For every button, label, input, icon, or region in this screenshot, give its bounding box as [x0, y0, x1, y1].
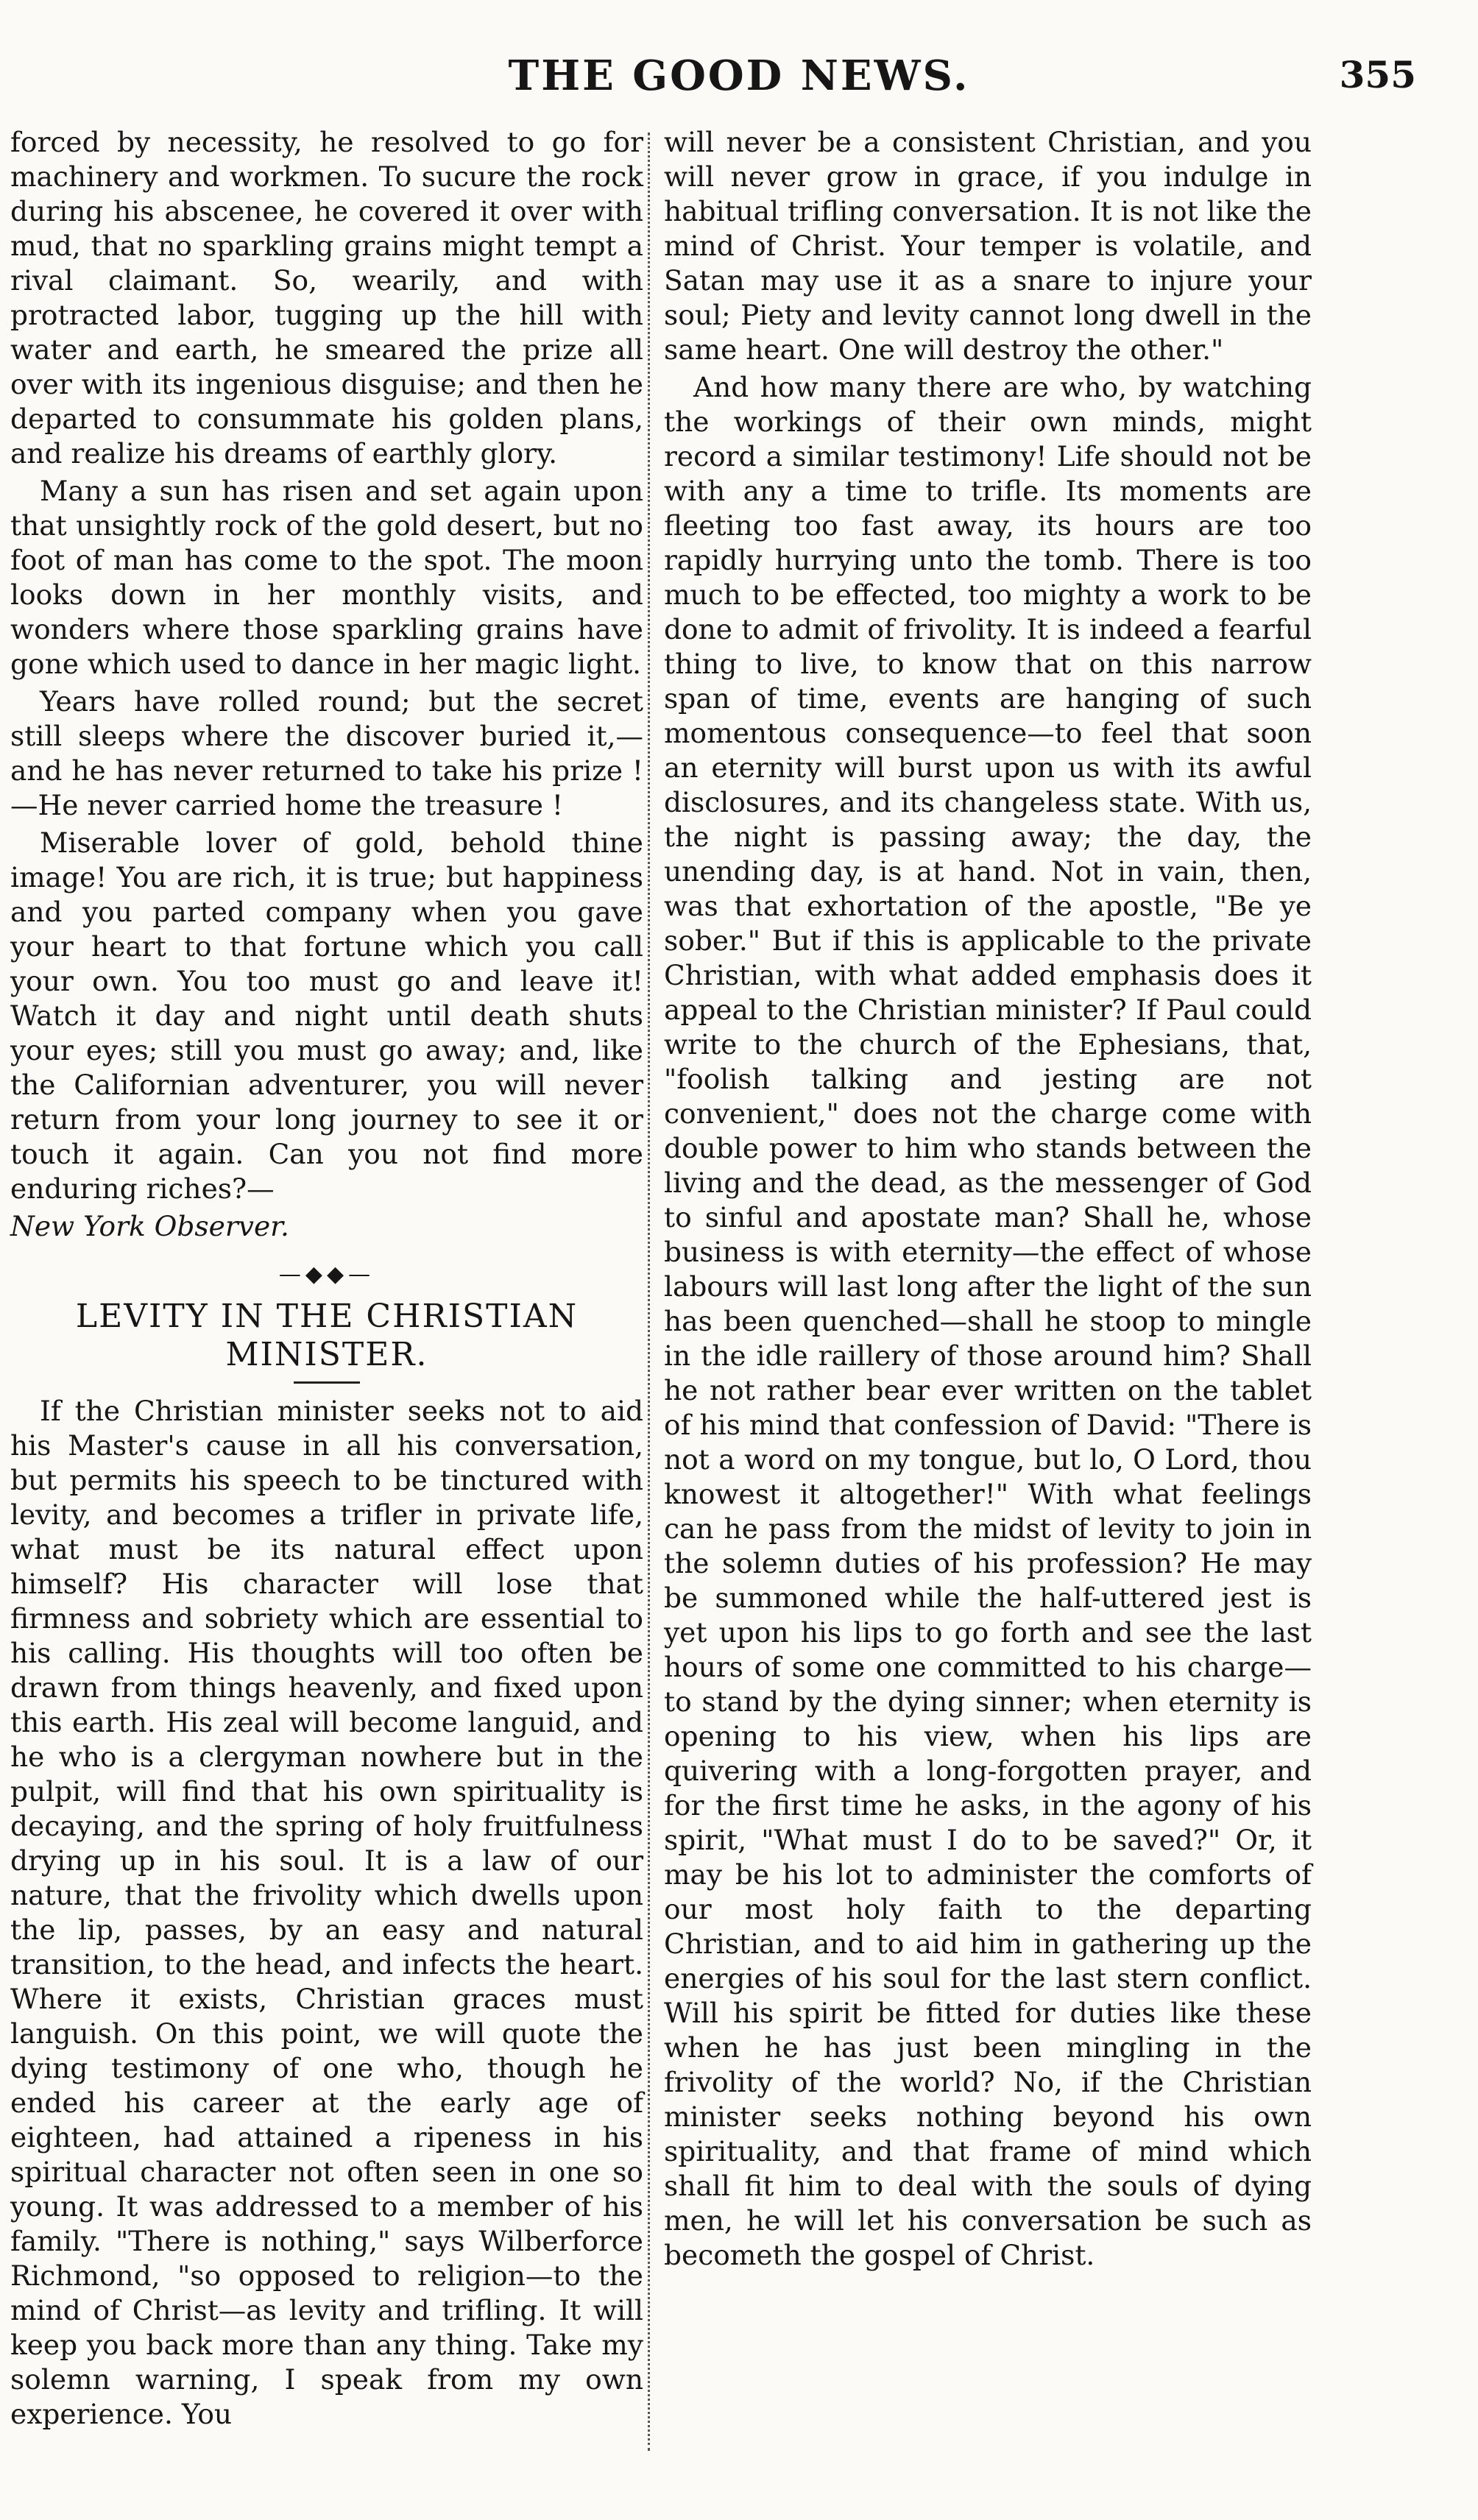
article-paragraph: will never be a consistent Christian, and you will never grow in grace, if you indulge in habitual trifling conversation. It is not like the mind of Christ. Your temper is volatile, and Satan may use it as a snare to injure your soul; Piety and levity cannot long dwell in the same heart. One will destroy the other." [664, 126, 1312, 366]
source-credit: New York Observer. [10, 1210, 289, 1242]
article-paragraph: And how many there are who, by watching the workings of their own minds, might record a similar testimony! Life should not be with any a time to trifle. Its moments are fleeting too fast away, its hours are too rapidly hurrying unto the tomb. There is too much to be effected, too mighty a work to be done to admit of frivolity. It is indeed a fearful thing to live, to know that on this narrow span of time, events are hanging of such momentous consequence—to feel that soon an eternity will burst upon us with its awful disclosures, and its changeless state. With us, the night is passing away; the day, the unending day, is at hand. Not in vain, then, was that exhortation of the apostle, "Be ye sober." But if this is applicable to the private Christian, with what added emphasis does it appeal to the Christian minister? If Paul could write to the church of the Ephesians, that, "foolish talking and jesting are not convenient," does not the charge come with double power to him who stands between the living and the dead, as the messenger of God to sinful and apostate man? Shall he, whose business is with eternity—the effect of whose labours will last long after the light of the sun has been quenched—shall he stoop to mingle in the idle raillery of those around him? Shall he not rather bear ever written on the tablet of his mind that confession of David: "There is not a word on my tongue, but lo, O Lord, thou knowest it altogether!" With what feelings can he pass from the midst of levity to join in the solemn duties of his profession? He may be summoned while the half-uttered jest is yet upon his lips to go forth and see the last hours of some one committed to his charge—to stand by the dying sinner; when eternity is opening to his view, when his lips are quivering with a long-forgotten prayer, and for the first time he asks, in the agony of his spirit, "What must I do to be saved?" Or, it may be his lot to administer the comforts of our most holy faith to the departing Christian, and to aid him in gathering up the energies of his soul for the last stern conflict. Will his spirit be fitted for duties like these when he has just been mingling in the frivolity of the world? No, if the Christian minister seeks nothing beyond his own spirituality, and that frame of mind which shall fit him to deal with the souls of dying men, he will let his conversation be such as becometh the gospel of Christ. [664, 371, 1312, 2271]
right-column [664, 125, 1312, 2276]
article-paragraph: If the Christian minister seeks not to aid his Master's cause in all his conversation, but permits his speech to be tinctured with levity, and becomes a trifler in private life, what must be its natural effect upon himself? His character will lose that firmness and sobriety which are essential to his calling. His thoughts will too often be drawn from things heavenly, and fixed upon this earth. His zeal will become languid, and he who is a clergyman nowhere but in the pulpit, will find that his own spirituality is decaying, and the spring of holy fruitfulness drying up in his soul. It is a law of our nature, that the frivolity which dwells upon the lip, passes, by an easy and natural transition, to the head, and infects the heart. Where it exists, Christian graces must languish. On this point, we will quote the dying testimony of one who, though he ended his career at the early age of eighteen, had attained a ripeness in his spiritual character not often seen in one so young. It was addressed to a member of his family. "There is nothing," says Wilberforce Richmond, "so opposed to religion—to the mind of Christ—as levity and trifling. It will keep you back more than any thing. Take my solemn warning, I speak from my own experience. You [10, 1395, 643, 2430]
running-head [0, 44, 1478, 110]
ornamental-divider: —◆◆— [278, 1261, 375, 1287]
heading-rule [294, 1381, 360, 1384]
page-number: 355 [1339, 53, 1416, 96]
left-column [10, 125, 643, 2435]
article-paragraph: Many a sun has risen and set again upon that unsightly rock of the gold desert, but no foot of man has come to the spot. The moon looks down in her monthly visits, and wonders where those sparkling grains have gone which used to dance in her magic light. [10, 475, 643, 680]
journal-title: THE GOOD NEWS. [508, 52, 970, 100]
section-heading: LEVITY IN THE CHRISTIAN MINISTER. [75, 1298, 579, 1373]
article-paragraph: Years have rolled round; but the secret still sleeps where the discover buried it,—and he has never returned to take his prize !—He never carried home the treasure ! [10, 685, 643, 821]
column-divider [648, 132, 650, 2451]
article-paragraph: forced by necessity, he resolved to go for machinery and workmen. To sucure the rock during his abscenee, he covered it over with mud, that no sparkling grains might tempt a rival claimant. So, wearily, and with protracted labor, tugging up the hill with water and earth, he smeared the prize all over with its ingenious disguise; and then he departed to consummate his golden plans, and realize his dreams of earthly glory. [10, 126, 643, 470]
article-paragraph: Miserable lover of gold, behold thine image! You are rich, it is true; but happiness and you parted company when you gave your heart to that fortune which you call your own. You too must go and leave it! Watch it day and night until death shuts your eyes; still you must go away; and, like the Californian adventurer, you will never return from your long journey to see it or touch it again. Can you not find more enduring riches?— [10, 827, 643, 1205]
